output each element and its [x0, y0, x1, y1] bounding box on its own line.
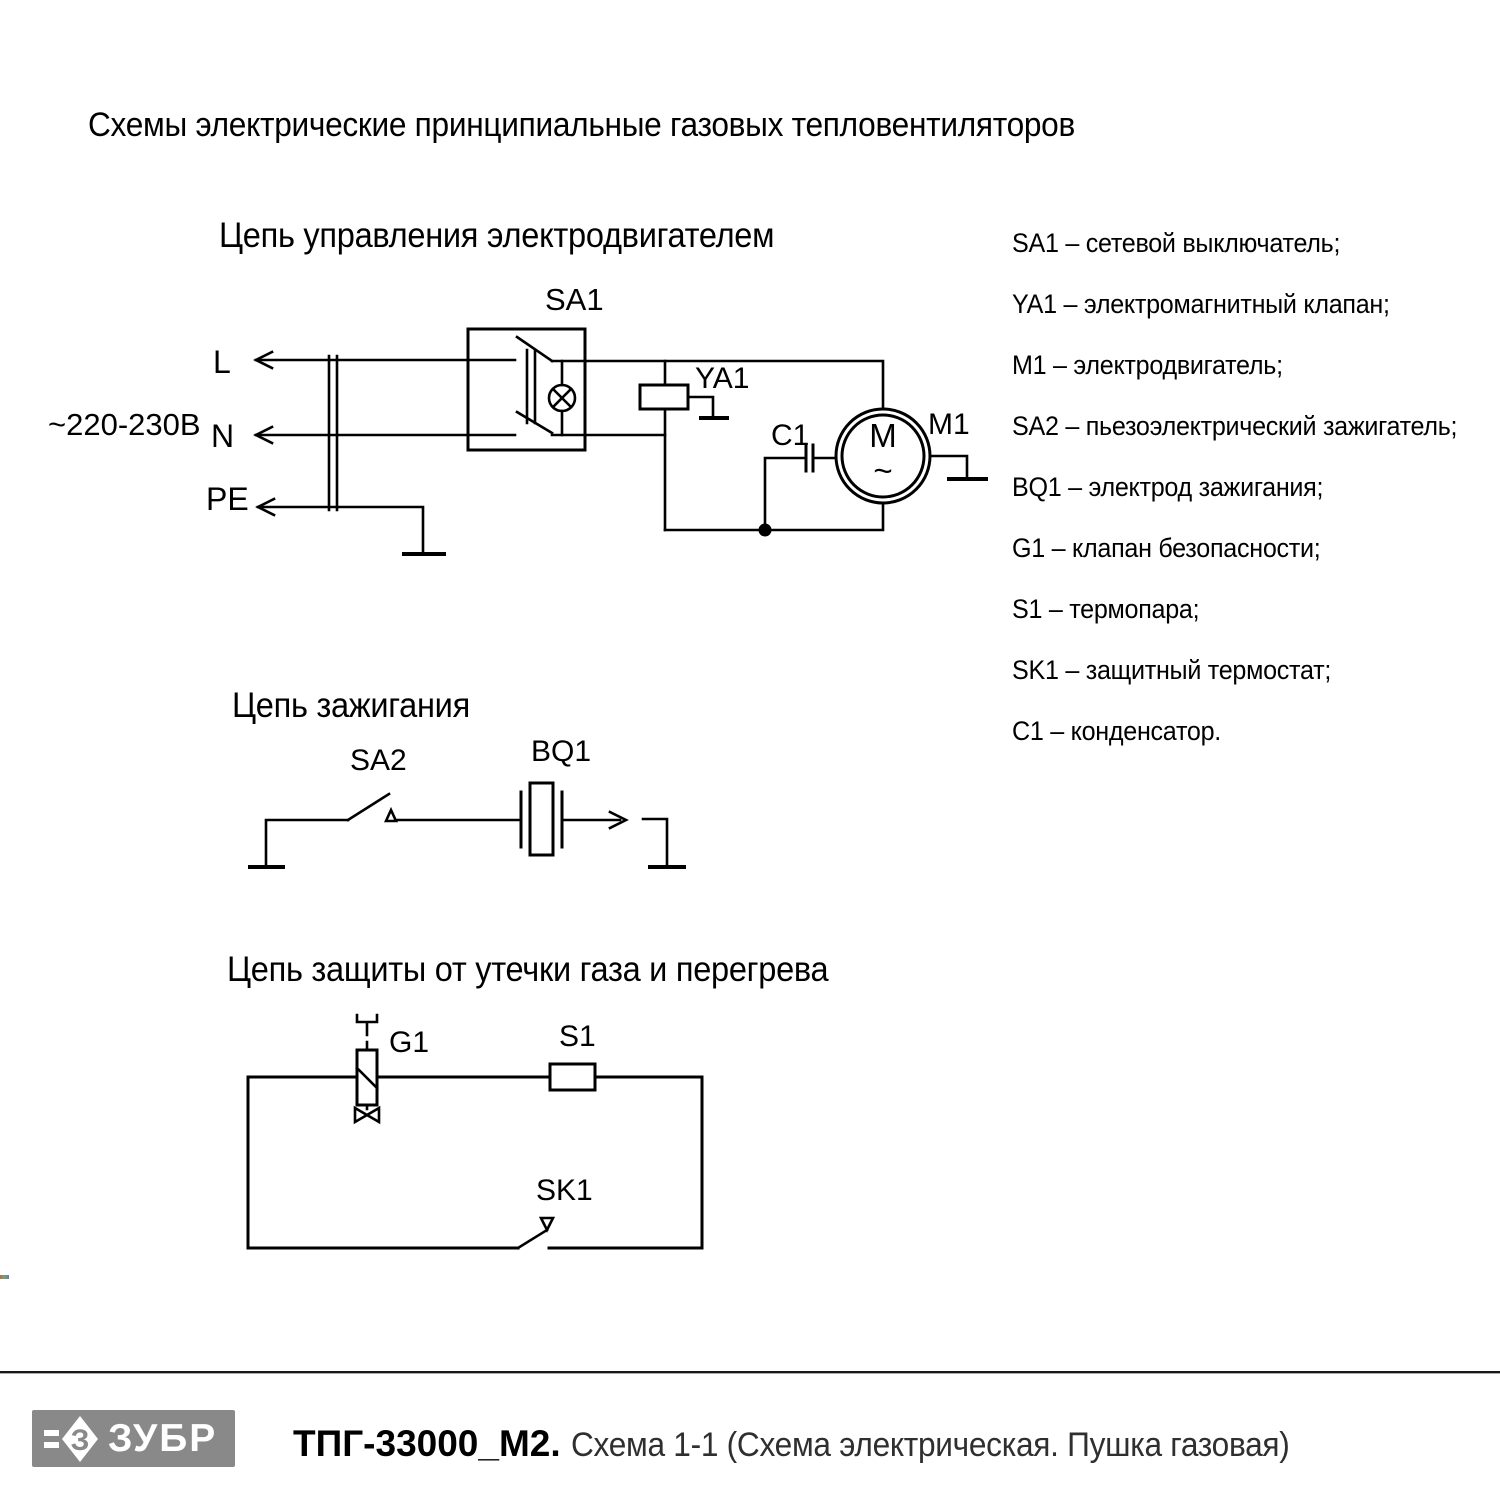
protection-circuit-diagram — [248, 1015, 702, 1248]
section-title-protection: Цепь защиты от утечки газа и перегрева — [227, 950, 829, 989]
legend-item: YA1 – электромагнитный клапан; — [1012, 289, 1390, 319]
g1-label: G1 — [389, 1026, 430, 1059]
sa1-label: SA1 — [545, 282, 604, 317]
loop-left — [248, 1077, 518, 1248]
bq1-label: BQ1 — [531, 735, 592, 768]
legend-item: SK1 – защитный термостат; — [1012, 655, 1332, 685]
legend-item: S1 – термопара; — [1012, 594, 1200, 624]
legend-item: C1 – конденсатор. — [1012, 716, 1221, 746]
motor-m-label: M — [869, 417, 897, 454]
g1-valve-bowtie-icon — [355, 1105, 379, 1122]
g1-thermocouple-lead-icon — [357, 1015, 377, 1050]
ignition-circuit-diagram — [250, 783, 684, 867]
zubr-logo-icon — [42, 1411, 102, 1467]
wire-pe — [258, 507, 423, 553]
s1-label: S1 — [559, 1020, 596, 1053]
junction-dot — [759, 524, 772, 537]
m1-label: M1 — [928, 408, 970, 441]
voltage-label: ~220-230В — [48, 407, 201, 442]
pe-label: PE — [206, 481, 249, 517]
loop-right — [248, 1077, 702, 1248]
legend-item: M1 – электродвигатель; — [1012, 350, 1283, 380]
legend-item: BQ1 – электрод зажигания; — [1012, 472, 1324, 502]
sa2-contact-triangle — [386, 810, 396, 821]
scheme-caption: Схема 1-1 (Схема электрическая. Пушка газовая) — [570, 1426, 1290, 1464]
wire-bottom-to-motor — [665, 503, 883, 530]
sk1-label: SK1 — [536, 1174, 593, 1207]
c1-label: C1 — [771, 419, 810, 452]
ya1-ground-lead — [688, 397, 713, 418]
edge-artifact — [0, 1275, 9, 1279]
sk1-blade — [518, 1230, 547, 1248]
motor-ac-label: ~ — [873, 452, 893, 489]
sa2-label: SA2 — [350, 744, 407, 777]
wire-spark-gap-electrode — [643, 819, 667, 866]
bq1-piezo-body — [530, 783, 553, 855]
model-number: ТПГ-33000_М2. — [293, 1423, 561, 1464]
line-l-label: L — [213, 344, 231, 380]
connector-terminal-lines — [329, 356, 337, 510]
neutral-n-label: N — [211, 418, 235, 454]
brand-name: ЗУБР — [108, 1416, 218, 1460]
zubr-logo — [32, 1410, 235, 1467]
footer-separator-shadow — [0, 1373, 1500, 1374]
motor-ground-lead — [930, 456, 967, 479]
ya1-label: YA1 — [695, 362, 750, 395]
sk1-contact-triangle — [541, 1218, 553, 1230]
section-title-motor-control: Цепь управления электродвигателем — [219, 216, 775, 255]
footer-caption-line — [293, 1423, 1343, 1465]
wire-cap-branch — [765, 458, 806, 530]
s1-thermocouple-body — [550, 1064, 595, 1090]
section-title-ignition: Цепь зажигания — [232, 686, 470, 725]
legend-item: SA2 – пьезоэлектрический зажигатель; — [1012, 411, 1458, 441]
legend-item: SA1 – сетевой выключатель; — [1012, 228, 1341, 258]
sa2-blade — [348, 794, 389, 820]
page-title: Схемы электрические принципиальные газовых тепловентиляторов — [88, 106, 1076, 144]
legend-item: G1 – клапан безопасности; — [1012, 533, 1321, 563]
ya1-valve-coil — [640, 385, 688, 409]
wire-sa2-left — [266, 820, 348, 867]
zubr-icon-letter: З — [70, 1423, 90, 1457]
